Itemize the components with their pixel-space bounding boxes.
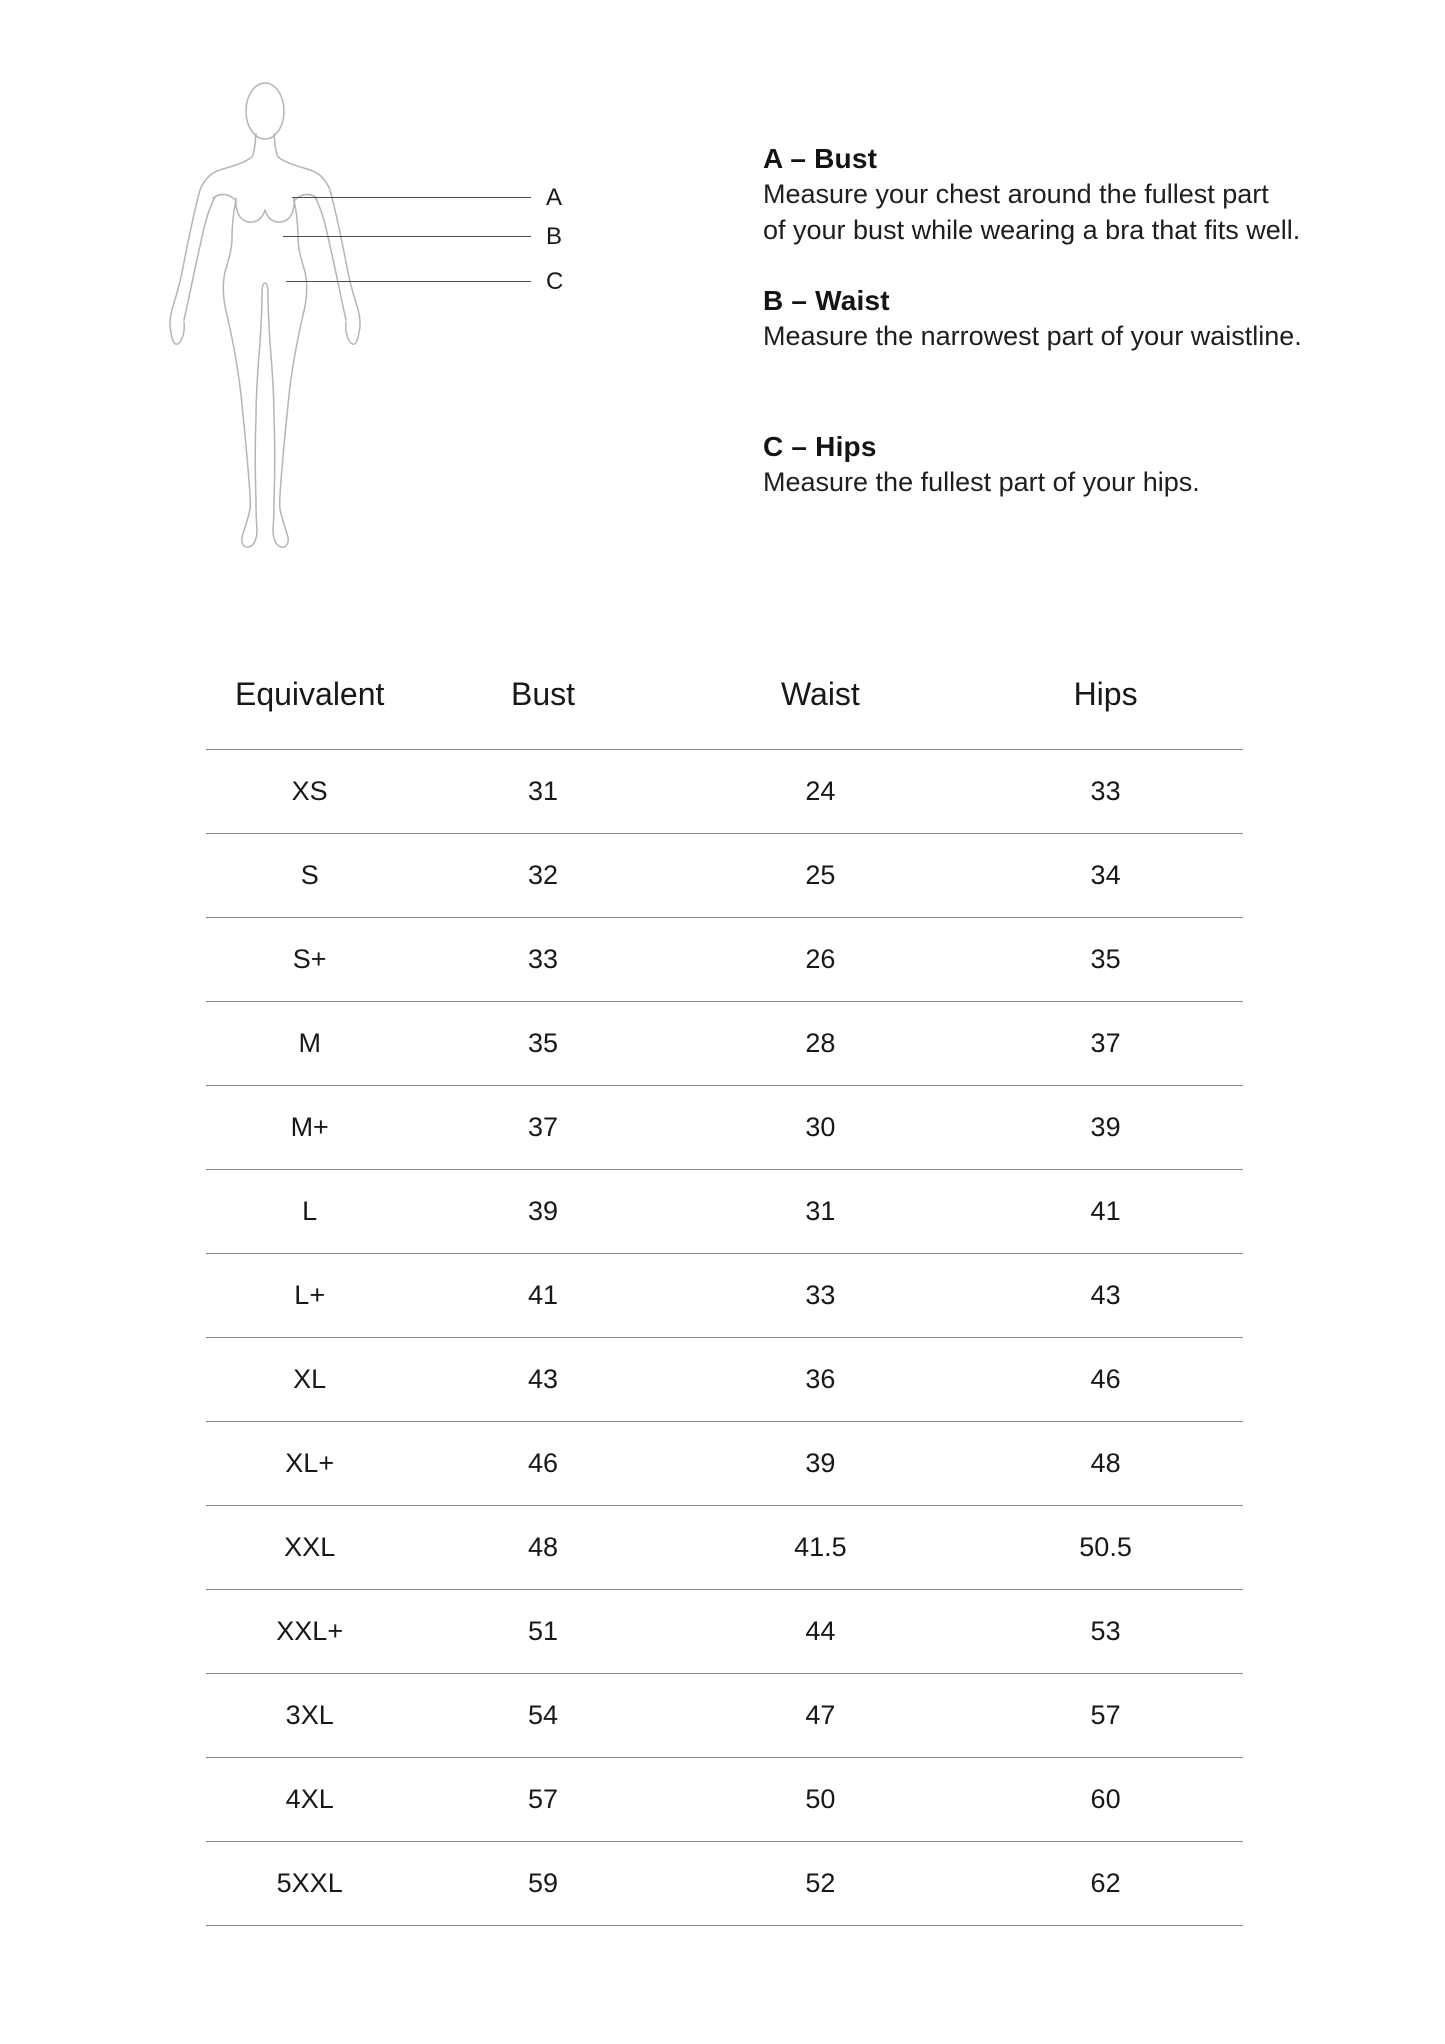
waist-cell: 28 bbox=[805, 1028, 836, 1058]
bust-cell: 37 bbox=[527, 1112, 559, 1142]
table-row bbox=[206, 1338, 1243, 1422]
waist-cell: 33 bbox=[805, 1280, 836, 1310]
guide-text-waist-line1: Measure the narrowest part of your waistline. bbox=[763, 321, 1302, 351]
hips-cell: 34 bbox=[1090, 860, 1121, 890]
table-row bbox=[206, 834, 1243, 918]
size-chart-table bbox=[206, 640, 1243, 1926]
waist-cell: 50 bbox=[805, 1784, 836, 1814]
waist-cell: 31 bbox=[805, 1196, 836, 1226]
table-row bbox=[206, 1002, 1243, 1086]
waist-cell: 36 bbox=[805, 1364, 836, 1394]
waist-cell: 44 bbox=[805, 1616, 836, 1646]
waist-cell: 26 bbox=[805, 944, 836, 974]
size-cell: XL bbox=[293, 1364, 327, 1394]
hips-pointer-label: C bbox=[546, 268, 564, 295]
hips-cell: 35 bbox=[1090, 944, 1121, 974]
waist-cell: 25 bbox=[805, 860, 836, 890]
hips-cell: 37 bbox=[1090, 1028, 1121, 1058]
waist-cell: 41.5 bbox=[794, 1532, 847, 1562]
bust-pointer-line bbox=[292, 197, 531, 198]
bust-cell: 41 bbox=[527, 1280, 559, 1310]
size-cell: L+ bbox=[294, 1280, 326, 1310]
table-row bbox=[206, 1254, 1243, 1338]
hips-cell: 41 bbox=[1090, 1196, 1121, 1226]
measurement-guide bbox=[763, 142, 1302, 500]
waist-cell: 39 bbox=[805, 1448, 836, 1478]
size-cell: L bbox=[302, 1196, 318, 1226]
waist-pointer-label: B bbox=[546, 223, 563, 250]
hips-cell: 57 bbox=[1090, 1700, 1121, 1730]
bust-cell: 43 bbox=[527, 1364, 559, 1394]
guide-heading-bust: A – Bust bbox=[763, 143, 878, 174]
table-row bbox=[206, 750, 1243, 834]
size-cell: 5XXL bbox=[276, 1868, 343, 1898]
guide-heading-hips: C – Hips bbox=[763, 431, 877, 462]
waist-cell: 47 bbox=[805, 1700, 836, 1730]
column-header-equivalent: Equivalent bbox=[234, 676, 385, 712]
table-row bbox=[206, 1842, 1243, 1926]
hips-cell: 33 bbox=[1090, 776, 1121, 806]
hips-cell: 53 bbox=[1090, 1616, 1121, 1646]
bust-cell: 32 bbox=[527, 860, 559, 890]
size-cell: 4XL bbox=[285, 1784, 334, 1814]
hips-cell: 48 bbox=[1090, 1448, 1121, 1478]
hips-cell: 62 bbox=[1090, 1868, 1121, 1898]
size-cell: XL+ bbox=[285, 1448, 335, 1478]
table-row bbox=[206, 1086, 1243, 1170]
guide-text-bust-line1: Measure your chest around the fullest part bbox=[763, 179, 1269, 209]
size-cell: M bbox=[298, 1028, 321, 1058]
bust-cell: 33 bbox=[527, 944, 559, 974]
hips-cell: 60 bbox=[1090, 1784, 1121, 1814]
size-cell: XS bbox=[291, 776, 328, 806]
size-cell: S+ bbox=[292, 944, 327, 974]
waist-cell: 52 bbox=[805, 1868, 836, 1898]
guide-text-bust-line2: of your bust while wearing a bra that fits well. bbox=[763, 215, 1301, 245]
bust-cell: 51 bbox=[527, 1616, 559, 1646]
size-cell: 3XL bbox=[285, 1700, 334, 1730]
column-header-bust: Bust bbox=[511, 676, 576, 712]
size-cell: M+ bbox=[290, 1112, 329, 1142]
hips-cell: 46 bbox=[1090, 1364, 1121, 1394]
size-cell: XXL+ bbox=[276, 1616, 344, 1646]
waist-cell: 24 bbox=[805, 776, 836, 806]
guide-section-bust bbox=[763, 142, 1302, 248]
hips-pointer-line bbox=[286, 281, 531, 282]
waist-cell: 30 bbox=[805, 1112, 836, 1142]
bust-cell: 59 bbox=[527, 1868, 559, 1898]
table-row bbox=[206, 1506, 1243, 1590]
hips-cell: 39 bbox=[1090, 1112, 1121, 1142]
table-header-row bbox=[206, 640, 1243, 750]
bust-cell: 39 bbox=[527, 1196, 559, 1226]
table-row bbox=[206, 1170, 1243, 1254]
bust-cell: 31 bbox=[527, 776, 559, 806]
waist-pointer-line bbox=[283, 236, 531, 237]
table-row bbox=[206, 1422, 1243, 1506]
bust-cell: 46 bbox=[527, 1448, 559, 1478]
bust-pointer-label: A bbox=[546, 184, 563, 211]
size-cell: S bbox=[300, 860, 319, 890]
hips-cell: 43 bbox=[1090, 1280, 1121, 1310]
bust-cell: 35 bbox=[527, 1028, 559, 1058]
bust-cell: 48 bbox=[527, 1532, 559, 1562]
column-header-hips: Hips bbox=[1073, 676, 1138, 712]
guide-section-waist bbox=[763, 284, 1302, 354]
table-row bbox=[206, 918, 1243, 1002]
hips-cell: 50.5 bbox=[1079, 1532, 1132, 1562]
guide-text-hips-line1: Measure the fullest part of your hips. bbox=[763, 467, 1200, 497]
table-row bbox=[206, 1590, 1243, 1674]
table-row bbox=[206, 1758, 1243, 1842]
table-row bbox=[206, 1674, 1243, 1758]
column-header-waist: Waist bbox=[781, 676, 860, 712]
guide-heading-waist: B – Waist bbox=[763, 285, 890, 316]
guide-section-hips bbox=[763, 430, 1302, 500]
bust-cell: 57 bbox=[527, 1784, 559, 1814]
size-cell: XXL bbox=[284, 1532, 336, 1562]
bust-cell: 54 bbox=[527, 1700, 559, 1730]
body-measurement-figure bbox=[128, 50, 378, 560]
